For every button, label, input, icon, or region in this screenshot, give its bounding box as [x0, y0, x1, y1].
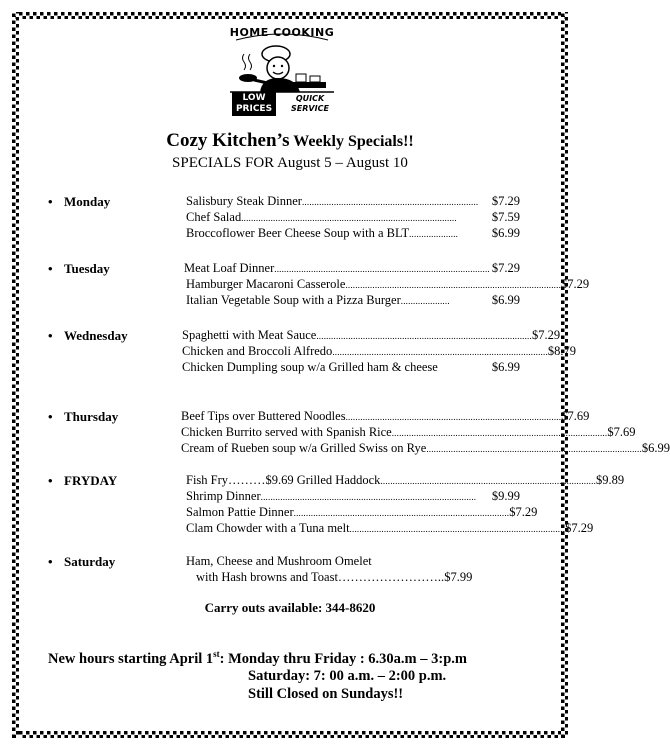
day-wednesday — [48, 328, 128, 344]
item-price: $6.99 — [491, 293, 520, 307]
menu-item — [186, 505, 538, 520]
leader-dots: .................... — [400, 296, 450, 306]
leader-dots: ........................................................................................ — [293, 508, 510, 518]
item-name: Shrimp Dinner — [186, 489, 261, 503]
item-price: $6.99 — [491, 226, 520, 240]
quick-service-line2: SERVICE — [291, 104, 329, 113]
item-price: $8.79 — [547, 344, 577, 358]
leader-dots: ........................................................................ — [301, 197, 479, 207]
bullet-icon: • — [48, 261, 53, 276]
specials-dates: SPECIALS FOR August 5 – August 10 — [172, 155, 408, 171]
menu-item — [182, 360, 520, 375]
day-thursday — [48, 409, 118, 425]
hours-line-1-sup: st — [213, 649, 220, 659]
leader-dots: ........................................................................................ — [426, 444, 642, 454]
hours-line-2: Saturday: 7: 00 a.m. – 2:00 p.m. — [248, 668, 447, 684]
carry-outs-phone: Carry outs available: 344-8620 — [204, 600, 376, 615]
hours-line-3: Still Closed on Sundays!! — [248, 686, 404, 702]
menu-item — [186, 293, 520, 308]
item-name: Chef Salad — [186, 210, 242, 224]
menu-item — [181, 409, 590, 424]
leader-dots: ........................................................................................ — [332, 347, 548, 357]
menu-item — [186, 521, 594, 536]
leader-dots: ........................................................................................ — [345, 280, 562, 290]
item-name: Beef Tips over Buttered Noodles — [181, 409, 346, 423]
low-prices-badge — [232, 92, 276, 116]
item-name: Meat Loaf Dinner — [184, 261, 275, 275]
day-fryday — [48, 473, 117, 489]
bullet-icon: • — [48, 473, 53, 488]
item-price: $6.99 — [641, 441, 670, 455]
leader-dots: ........................................................................................ — [274, 264, 490, 274]
leader-dots: ........................................................................................ — [349, 524, 566, 534]
item-name: Ham, Cheese and Mushroom Omelet — [186, 554, 372, 568]
checkered-border-top — [12, 12, 568, 19]
bullet-icon: • — [48, 409, 53, 424]
leader-dots: ........................................................................................ — [260, 492, 477, 502]
item-price: $7.29 — [491, 261, 520, 275]
item-price: $7.59 — [491, 210, 520, 224]
bullet-icon: • — [48, 328, 53, 343]
checkered-border-right — [561, 12, 568, 738]
item-price: $9.99 — [491, 489, 520, 503]
day-saturday — [48, 554, 115, 570]
menu-item — [186, 210, 520, 225]
item-name: Italian Vegetable Soup with a Pizza Burger — [186, 293, 401, 307]
item-name: Cream of Rueben soup w/a Grilled Swiss on Rye — [181, 441, 427, 455]
title-main: Cozy Kitchen’s — [166, 130, 290, 151]
menu-item — [181, 425, 636, 440]
title-rest: Weekly Specials!! — [289, 133, 414, 150]
item-name: Salmon Pattie Dinner — [186, 505, 294, 519]
item-price: $7.69 — [561, 409, 590, 423]
logo-top-text: HOME COOKING — [229, 26, 335, 39]
item-name: Chicken Burrito served with Spanish Rice — [181, 425, 392, 439]
day-label: FRYDAY — [64, 473, 118, 488]
item-price: $7.99 — [444, 570, 473, 584]
item-name: Spaghetti with Meat Sauce — [182, 328, 317, 342]
item-price: $7.69 — [607, 425, 636, 439]
menu-item — [182, 344, 577, 359]
menu-item — [186, 489, 520, 504]
menu-item — [181, 441, 670, 456]
day-label: Monday — [64, 194, 111, 209]
item-price: $7.29 — [509, 505, 538, 519]
menu-item — [196, 570, 472, 585]
day-label: Wednesday — [64, 328, 128, 343]
quick-service-badge — [284, 94, 336, 114]
item-price: $9.89 — [596, 473, 625, 487]
hours-line-1 — [48, 649, 467, 668]
bullet-icon: • — [48, 194, 53, 209]
menu-item — [186, 226, 520, 241]
item-name: Hamburger Macaroni Casserole — [186, 277, 346, 291]
day-tuesday — [48, 261, 110, 277]
menu-item — [184, 261, 520, 276]
leader-dots: ........................................................................................ — [316, 331, 532, 341]
item-name: Fish Fry………$9.69 Grilled Haddock — [186, 473, 381, 487]
item-name: Chicken and Broccoli Alfredo — [182, 344, 333, 358]
day-label: Saturday — [64, 554, 116, 569]
item-price: $7.29 — [491, 194, 520, 208]
quick-service-line1: QUICK — [295, 94, 325, 103]
day-label: Thursday — [64, 409, 119, 424]
checkered-border-bottom — [12, 731, 568, 738]
day-monday — [48, 194, 110, 210]
leader-dots: ........................................................................................ — [345, 412, 562, 422]
checkered-border-left — [12, 12, 19, 738]
menu-item — [186, 194, 520, 209]
hours-line-1-post: : Monday thru Friday : 6.30a.m – 3:p.m — [219, 650, 467, 667]
item-price: $6.99 — [491, 360, 520, 374]
menu-item — [186, 554, 372, 569]
menu-item — [186, 473, 625, 488]
item-name: Salisbury Steak Dinner — [186, 194, 302, 208]
menu-item — [186, 277, 590, 292]
leader-dots: .................... — [409, 229, 459, 239]
low-prices-line2: PRICES — [235, 104, 273, 114]
item-name: Broccoflower Beer Cheese Soup with a BLT — [186, 226, 410, 240]
item-name: Chicken Dumpling soup w/a Grilled ham & cheese — [182, 360, 438, 374]
bullet-icon: • — [48, 554, 53, 569]
item-price: $7.29 — [565, 521, 594, 535]
leader-dots: ........................................................................................ — [391, 428, 608, 438]
hours-line-1-pre: New hours starting April 1 — [48, 650, 214, 667]
menu-item — [182, 328, 561, 343]
item-price: $7.29 — [531, 328, 561, 342]
page-title — [0, 130, 580, 152]
leader-dots: ........................................................................................ — [380, 476, 597, 486]
item-price: $7.29 — [561, 277, 590, 291]
item-name: with Hash browns and Toast…………………….. — [196, 570, 445, 584]
low-prices-line1: LOW — [242, 93, 266, 103]
leader-dots: ........................................................................................ — [241, 213, 457, 223]
item-name: Clam Chowder with a Tuna melt — [186, 521, 350, 535]
home-cooking-logo — [226, 26, 338, 126]
day-label: Tuesday — [64, 261, 110, 276]
